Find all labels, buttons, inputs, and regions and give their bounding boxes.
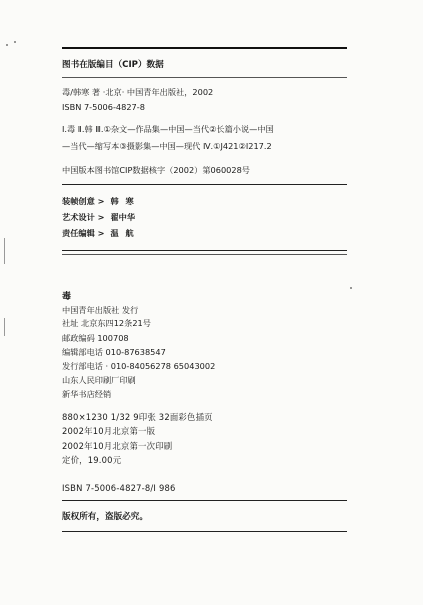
cip-bottom-rule [62, 184, 347, 185]
scan-speck [14, 41, 16, 43]
scan-margin-mark [4, 318, 5, 336]
cip-classification-line-1: Ⅰ.毒 Ⅱ.韩 Ⅲ.①杂文—作品集—中国—当代②长篇小说—中国 [62, 124, 274, 134]
credits-rule-2 [62, 254, 347, 255]
scan-margin-mark [4, 238, 5, 264]
credit-key: 装帧创意 > [62, 196, 105, 206]
price-line: 定价，19.00元 [62, 455, 122, 465]
credit-value: 韩 寒 [110, 196, 136, 206]
printer-line: 山东人民印刷厂印刷 [62, 375, 136, 385]
edition-line: 2002年10月北京第一版 [62, 426, 156, 436]
cip-author-line: 毒/韩寒 著 ·北京· 中国青年出版社，2002 [62, 87, 214, 97]
top-rule [62, 47, 347, 49]
cip-isbn-line: ISBN 7-5006-4827-8 [62, 102, 145, 112]
postcode-line: 邮政编码 100708 [62, 333, 129, 343]
credit-value: 翟中华 [110, 212, 136, 222]
book-title: 毒 [62, 292, 72, 302]
scan-speck [350, 287, 352, 289]
printing-line: 2002年10月北京第一次印刷 [62, 441, 173, 451]
credit-art-design [62, 212, 135, 223]
sales-phone-line: 发行部电话 · 010-84056278 65043002 [62, 361, 216, 371]
credit-cover-design [62, 196, 136, 207]
cip-classification-line-2: —当代—缩写本③摄影集—中国—现代 Ⅳ.①J421②I217.2 [62, 141, 272, 151]
cip-title: 图书在版编目（CIP）数据 [62, 60, 164, 70]
cip-record-number: 中国版本图书馆CIP数据核字（2002）第060028号 [62, 165, 250, 175]
distributor-line: 新华书店经销 [62, 389, 112, 399]
credit-key: 责任编辑 > [62, 228, 105, 238]
scan-speck [6, 44, 8, 46]
footer-rule [62, 500, 347, 501]
cip-title-rule [62, 77, 347, 78]
publisher-line: 中国青年出版社 发行 [62, 305, 139, 315]
credit-editor [62, 228, 136, 239]
editorial-phone-line: 编辑部电话 010-87638547 [62, 347, 166, 357]
credit-key: 艺术设计 > [62, 212, 105, 222]
credit-value: 温 航 [110, 228, 136, 238]
format-line: 880×1230 1/32 9印张 32面彩色插页 [62, 412, 213, 422]
address-line: 社址 北京东四12条21号 [62, 318, 151, 328]
credits-rule [62, 250, 347, 251]
bottom-rule [62, 531, 347, 532]
rights-notice: 版权所有，盗版必究。 [62, 512, 148, 522]
isbn-price-code: ISBN 7-5006-4827-8/Ⅰ 986 [62, 483, 176, 493]
